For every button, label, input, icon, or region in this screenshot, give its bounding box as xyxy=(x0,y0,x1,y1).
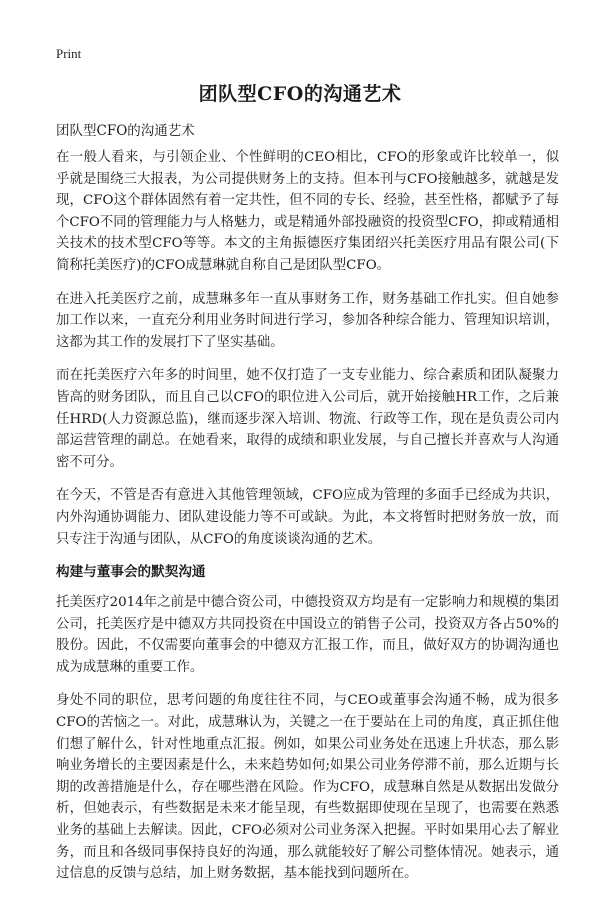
paragraph: 而在托美医疗六年多的时间里，她不仅打造了一支专业能力、综合素质和团队凝聚力皆高的财务团队，而且自己以CFO的职位进入公司后，就开始接触HR工作，之后兼任HRD(人力资源总监)，继而逐步深入培训、物流、行政等工作，现在是负责公司内部运营管理的副总。在她看来，取得的成绩和职业发展，与自己擅长并喜欢与人沟通密不可分。 xyxy=(56,368,559,470)
article-subtitle: 团队型CFO的沟通艺术 xyxy=(56,123,195,139)
paragraph: 托美医疗2014年之前是中德合资公司，中德投资双方均是有一定影响力和规模的集团公司，托美医疗是中德双方共同投资在中国设立的销售子公司，投资双方各占50%的股份。因此，不仅需要向董事会的中德双方汇报工作，而且，做好双方的协调沟通也成为成慧琳的重要工作。 xyxy=(56,595,559,675)
paragraph: 在一般人看来，与引领企业、个性鲜明的CEO相比，CFO的形象或许比较单一，似乎就是围绕三大报表，为公司提供财务上的支持。但本刊与CFO接触越多，就越是发现，CFO这个群体固然有着一定共性，但不同的专长、经验，甚至性格，都赋予了每个CFO不同的管理能力与人格魅力，或是精通外部投融资的投资型CFO，抑或精通相关技术的技术型CFO等等。本文的主角振德医疗集团绍兴托美医疗用品有限公司(下简称托美医疗)的CFO成慧琳就自称自己是团队型CFO。 xyxy=(56,150,559,273)
paragraph: 在进入托美医疗之前，成慧琳多年一直从事财务工作，财务基础工作扎实。但自她参加工作以来，一直充分利用业务时间进行学习，参加各种综合能力、管理知识培训，这都为其工作的发展打下了坚实基础。 xyxy=(56,291,559,350)
paragraph: 在今天，不管是否有意进入其他管理领域，CFO应成为管理的多面手已经成为共识，内外沟通协调能力、团队建设能力等不可或缺。为此，本文将暂时把财务放一放，而只专注于沟通与团队，从CFO的角度谈谈沟通的艺术。 xyxy=(56,488,559,547)
page-title: 团队型CFO的沟通艺术 xyxy=(198,83,402,105)
paragraph: 身处不同的职位，思考问题的角度往往不同，与CEO或董事会沟通不畅，成为很多CFO的苦恼之一。对此，成慧琳认为，关键之一在于要站在上司的角度，真正抓住他们想了解什么，针对性地重点汇报。例如，如果公司业务处在迅速上升状态，那么影响业务增长的主要因素是什么，未来趋势如何;如果公司业务停滞不前，那么近期与长期的改善措施是什么，存在哪些潜在风险。作为CFO，成慧琳自然是从数据出发做分析，但她表示，有些数据是未来才能呈现，有些数据即使现在呈现了，也需要在熟悉业务的基础上去解读。因此，CFO必须对公司业务深入把握。平时如果用心去了解业务，而且和各级同事保持良好的沟通，那么就能较好了解公司整体情况。她表示，通过信息的反馈与总结，加上财务数据，基本能找到问题所在。 xyxy=(56,693,559,882)
article-body xyxy=(56,147,559,897)
print-link[interactable]: Print xyxy=(56,46,82,61)
section-heading: 构建与董事会的默契沟通 xyxy=(56,564,206,581)
